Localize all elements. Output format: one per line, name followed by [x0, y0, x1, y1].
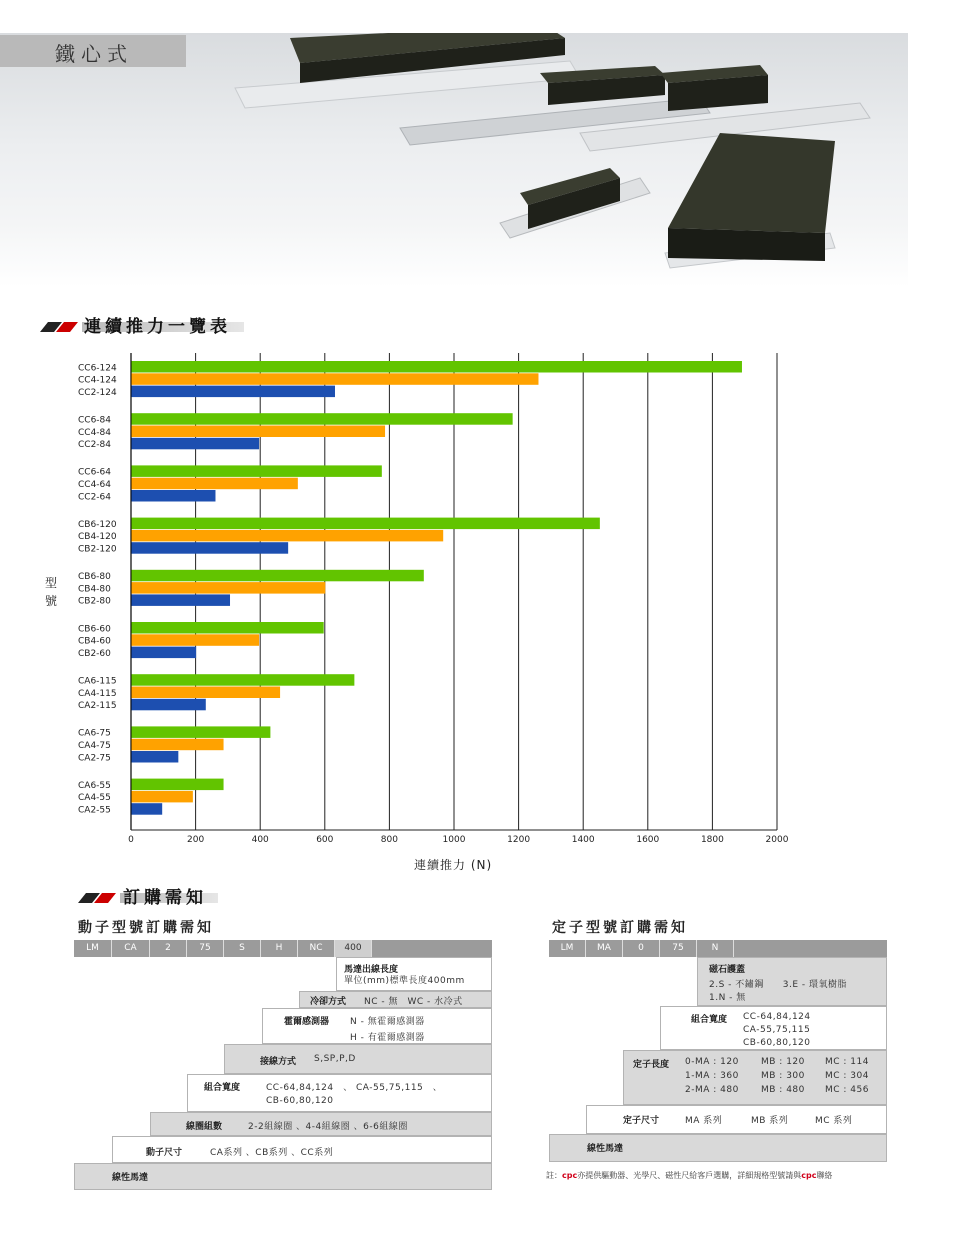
- note-text: 亦提供驅動器、光學尺、磁性尺給客戶選購，詳細規格型號請與: [577, 1171, 802, 1180]
- row-text: CA-55,75,115: [743, 1025, 811, 1035]
- bar-CB2-120: [132, 542, 289, 554]
- code-cell: LM: [549, 940, 586, 957]
- bar-CB4-80: [132, 582, 326, 594]
- code-cell: MA: [586, 940, 623, 957]
- y-tick-label: CB4-60: [78, 636, 111, 647]
- y-tick-label: CA6-55: [78, 780, 111, 791]
- row-text: NC - 無 WC - 水冷式: [364, 997, 463, 1007]
- y-tick-label: CC2-124: [78, 387, 117, 398]
- product-photo: [0, 33, 908, 287]
- row-text: 2.S - 不鏽鋼 3.E - 環氧樹脂: [709, 980, 848, 990]
- row-text: CB-60,80,120: [743, 1038, 811, 1048]
- code-cell-empty: [734, 940, 887, 957]
- row-text: MC : 456: [825, 1085, 869, 1095]
- row-label: 動子尺寸: [146, 1148, 183, 1158]
- bar-CC6-124: [132, 361, 742, 373]
- code-cell: CA: [112, 940, 150, 957]
- row-text: 2-2組線圈 、4-4組線圈 、6-6組線圈: [248, 1122, 408, 1132]
- brand-text: cpc: [801, 1171, 817, 1180]
- row-label: 冷卻方式: [310, 997, 347, 1007]
- brand-text: cpc: [562, 1171, 578, 1180]
- y-tick-label: CC2-64: [78, 492, 111, 503]
- row-text: MB : 300: [761, 1071, 805, 1081]
- y-tick-label: CB6-80: [78, 572, 111, 583]
- x-tick-label: 2000: [765, 835, 789, 845]
- row-label: 定子尺寸: [623, 1116, 660, 1126]
- bar-CC6-84: [132, 413, 513, 425]
- row-text: 1.N - 無: [709, 993, 746, 1003]
- row-text: MB : 480: [761, 1085, 805, 1095]
- bar-CA4-115: [132, 687, 281, 699]
- row-text: MC : 114: [825, 1057, 869, 1067]
- code-cell: 75: [187, 940, 224, 957]
- row-text: 1-MA : 360: [685, 1071, 739, 1081]
- bar-CC4-124: [132, 373, 539, 385]
- bar-CA4-55: [132, 791, 193, 803]
- row-text: MB 系列: [751, 1116, 789, 1126]
- y-tick-label: CC4-84: [78, 427, 111, 438]
- x-axis-title: 連續推力 (N): [414, 858, 493, 872]
- x-tick-label: 800: [380, 835, 398, 845]
- y-tick-label: CA6-115: [78, 676, 117, 687]
- y-tick-label: CB2-120: [78, 544, 117, 555]
- y-tick-label: CA4-55: [78, 793, 111, 804]
- row-text: H - 有霍爾感測器: [350, 1033, 425, 1043]
- y-tick-label: CA4-115: [78, 688, 117, 699]
- bar-CA4-75: [132, 739, 224, 751]
- y-tick-label: CB2-80: [78, 596, 111, 607]
- y-tick-label: CC4-64: [78, 480, 111, 490]
- row-text: MA 系列: [685, 1116, 723, 1126]
- bar-CC6-64: [132, 465, 382, 477]
- x-tick-label: 1800: [700, 835, 724, 845]
- code-cell: S: [224, 940, 261, 957]
- row-text: 0-MA : 120: [685, 1057, 739, 1067]
- code-cell: N: [697, 940, 734, 957]
- note-prefix: 註：: [546, 1171, 562, 1180]
- row-text: 2-MA : 480: [685, 1085, 739, 1095]
- code-cell: H: [261, 940, 298, 957]
- bar-CB6-60: [132, 622, 324, 634]
- x-tick-label: 1200: [507, 835, 531, 845]
- y-axis-title: 型號: [44, 576, 57, 608]
- row-label: 磁石護蓋: [709, 965, 746, 975]
- mover-code-row: [74, 940, 492, 957]
- x-tick-label: 1600: [636, 835, 660, 845]
- bar-CA2-75: [132, 751, 179, 763]
- row-label: 線性馬達: [112, 1173, 149, 1183]
- bar-CC4-84: [132, 426, 386, 438]
- row-text: S,SP,P,D: [314, 1054, 356, 1064]
- mover-title: 動子型號訂購需知: [78, 920, 214, 936]
- bar-CB4-120: [132, 530, 444, 542]
- row-text: CA系列 、CB系列 、CC系列: [210, 1148, 334, 1158]
- chart-x-labels: [128, 835, 789, 845]
- y-tick-label: CC6-64: [78, 467, 111, 478]
- row-text: 單位(mm)標準長度400mm: [344, 976, 465, 986]
- mover-diagram: [74, 940, 492, 1190]
- x-tick-label: 400: [251, 835, 269, 845]
- y-tick-label: CC6-84: [78, 415, 111, 426]
- y-tick-label: CB4-120: [78, 532, 117, 543]
- code-cell: 2: [150, 940, 187, 957]
- y-tick-label: CA2-55: [78, 805, 111, 816]
- y-tick-label: CC2-84: [78, 440, 111, 451]
- bar-CA2-115: [132, 699, 206, 711]
- x-tick-label: 600: [316, 835, 334, 845]
- y-tick-label: CB6-60: [78, 624, 111, 635]
- bar-CC4-64: [132, 478, 298, 490]
- code-cell: 0: [623, 940, 660, 957]
- chart-y-labels: [78, 363, 117, 815]
- y-tick-label: CC6-124: [78, 363, 117, 374]
- row-text: MC 系列: [815, 1116, 853, 1126]
- chart-bars: [132, 361, 742, 815]
- x-tick-label: 0: [128, 835, 134, 845]
- row-text: MB : 120: [761, 1057, 805, 1067]
- row-label: 定子長度: [633, 1060, 670, 1070]
- y-tick-label: CA2-75: [78, 753, 111, 764]
- row-label: 線性馬達: [587, 1144, 624, 1154]
- bar-CB2-80: [132, 594, 231, 606]
- bar-CB4-60: [132, 634, 260, 646]
- code-cell: 400: [335, 940, 372, 957]
- code-cell: LM: [74, 940, 112, 957]
- row-label: 組合寬度: [204, 1083, 241, 1093]
- y-tick-label: CB2-60: [78, 648, 111, 659]
- bar-CB2-60: [132, 647, 197, 659]
- row-text: CC-64,84,124: [743, 1012, 811, 1022]
- page-title: 鐵心式: [55, 42, 133, 66]
- code-cell: NC: [298, 940, 335, 957]
- x-tick-label: 200: [187, 835, 205, 845]
- stator-diagram: [549, 940, 887, 1162]
- code-cell: 75: [660, 940, 697, 957]
- stator-title: 定子型號訂購需知: [552, 920, 688, 936]
- x-tick-label: 1400: [571, 835, 595, 845]
- bar-CB6-80: [132, 570, 424, 582]
- row-text: N - 無霍爾感測器: [350, 1017, 425, 1027]
- bar-CB6-120: [132, 518, 600, 530]
- bar-CC2-64: [132, 490, 216, 502]
- y-tick-label: CA4-75: [78, 741, 111, 751]
- row-text: CB-60,80,120: [266, 1096, 334, 1106]
- hero-image: [0, 33, 908, 287]
- bar-CC2-84: [132, 438, 260, 450]
- chart-section-title: 連續推力一覽表: [84, 317, 231, 337]
- thrust-chart: [40, 350, 800, 850]
- row-label: 馬達出線長度: [344, 965, 399, 975]
- bar-CA6-55: [132, 779, 224, 791]
- y-tick-label: CB4-80: [78, 584, 111, 595]
- bar-CC2-124: [132, 386, 335, 398]
- x-tick-label: 1000: [442, 835, 466, 845]
- y-tick-label: CA2-115: [78, 701, 117, 712]
- y-tick-label: CA6-75: [78, 728, 111, 739]
- row-text: MC : 304: [825, 1071, 869, 1081]
- row-label: 線圈組數: [186, 1122, 223, 1132]
- note-suffix: 聯絡: [816, 1171, 833, 1180]
- order-section-title: 訂購需知: [123, 888, 207, 908]
- y-tick-label: CB6-120: [78, 519, 117, 530]
- bar-CA6-115: [132, 674, 355, 686]
- row-label: 接線方式: [260, 1057, 297, 1067]
- bar-CA2-55: [132, 803, 163, 815]
- row-text: CC-64,84,124 、 CA-55,75,115 、: [266, 1083, 443, 1093]
- y-tick-label: CC4-124: [78, 375, 117, 386]
- row-label: 組合寬度: [691, 1015, 728, 1025]
- footnote: [546, 1170, 832, 1181]
- stator-code-row: [549, 940, 887, 957]
- row-label: 霍爾感測器: [284, 1017, 330, 1027]
- bar-CA6-75: [132, 726, 271, 738]
